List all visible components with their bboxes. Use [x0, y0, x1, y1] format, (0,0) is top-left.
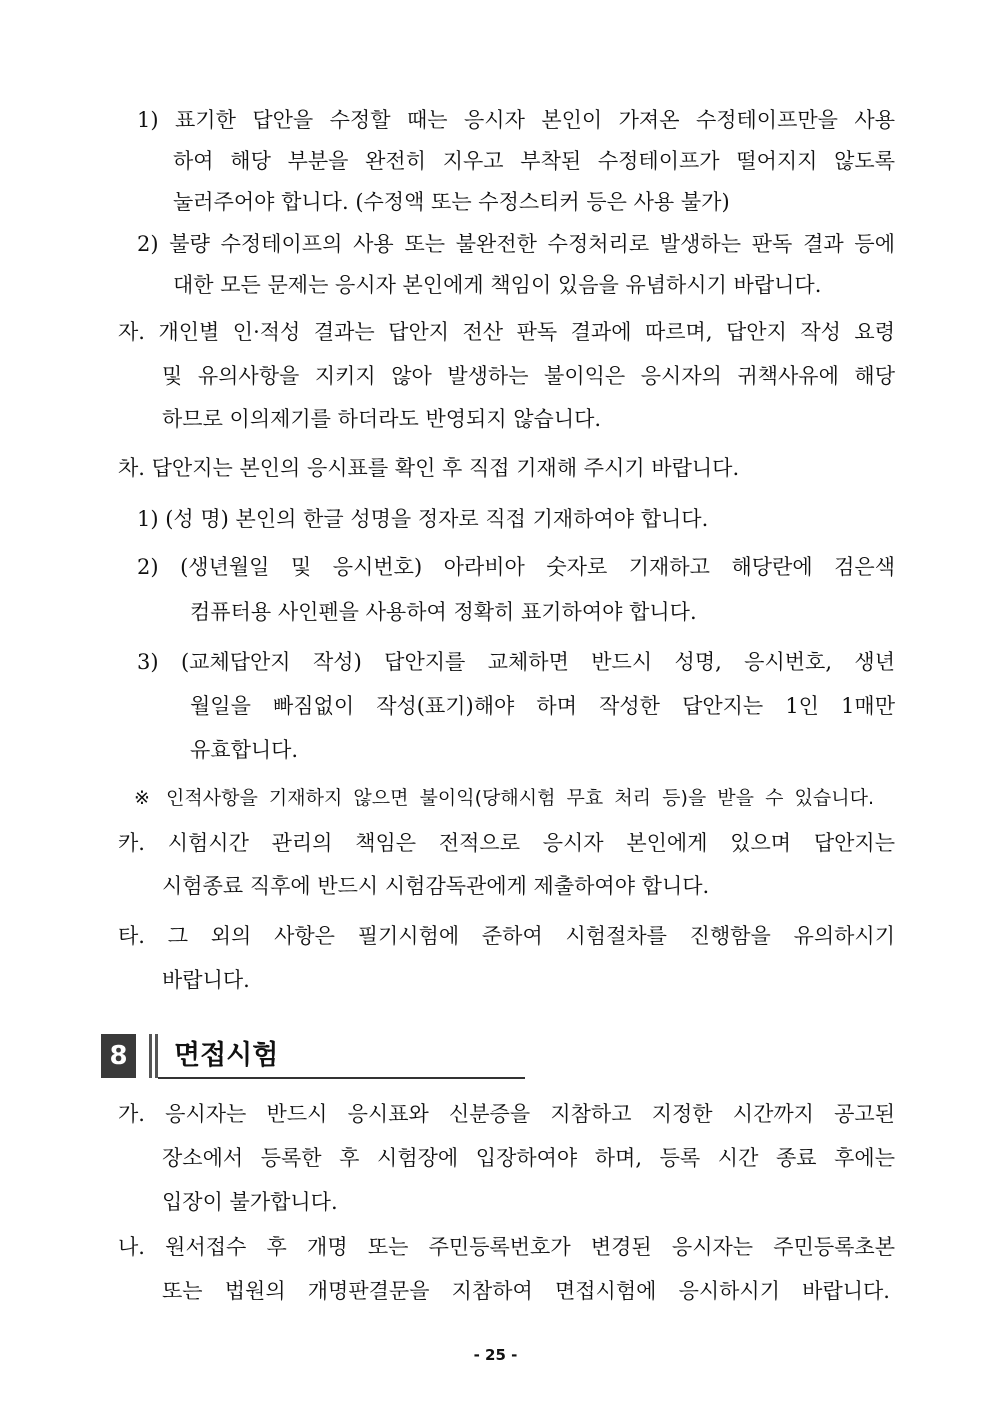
section-divider	[155, 1034, 158, 1078]
section-divider	[149, 1034, 152, 1078]
text-line: 나. 원서접수 후 개명 또는 주민등록번호가 변경된 응시자는 주민등록초본	[118, 1235, 895, 1259]
text-line: 및 유의사항을 지키지 않아 발생하는 불이익은 응시자의 귀책사유에 해당	[162, 364, 895, 388]
text-line: 가. 응시자는 반드시 응시표와 신분증을 지참하고 지정한 시간까지 공고된	[118, 1102, 895, 1126]
text-line: 또는 법원의 개명판결문을 지참하여 면접시험에 응시하시기 바랍니다.	[162, 1279, 890, 1303]
page-number: - 25 -	[473, 1346, 518, 1364]
note-line: ※ 인적사항을 기재하지 않으면 불이익(당해시험 무효 처리 등)을 받을 수 있습니다.	[134, 787, 874, 809]
text-line: 2) (생년월일 및 응시번호) 아라비아 숫자로 기재하고 해당란에 검은색	[137, 555, 895, 579]
text-line: 장소에서 등록한 후 시험장에 입장하여야 하며, 등록 시간 종료 후에는	[162, 1146, 895, 1170]
text-line: 대한 모든 문제는 응시자 본인에게 책임이 있음을 유념하시기 바랍니다.	[173, 273, 822, 297]
text-line: 월일을 빠짐없이 작성(표기)해야 하며 작성한 답안지는 1인 1매만	[190, 694, 895, 718]
text-line: 눌러주어야 합니다. (수정액 또는 수정스티커 등은 사용 불가)	[173, 190, 730, 214]
text-line: 입장이 불가합니다.	[162, 1190, 338, 1214]
section-title: 면접시험	[174, 1040, 279, 1071]
text-line: 하므로 이의제기를 하더라도 반영되지 않습니다.	[162, 407, 602, 431]
text-line: 하여 해당 부분을 완전히 지우고 부착된 수정테이프가 떨어지지 않도록	[173, 149, 895, 173]
text-line: 시험종료 직후에 반드시 시험감독관에게 제출하여야 합니다.	[162, 874, 710, 898]
text-line: 컴퓨터용 사인펜을 사용하여 정확히 표기하여야 합니다.	[190, 600, 697, 624]
section-header	[101, 1032, 531, 1082]
text-line: 3) (교체답안지 작성) 답안지를 교체하면 반드시 성명, 응시번호, 생년	[137, 650, 895, 674]
text-line: 자. 개인별 인·적성 결과는 답안지 전산 판독 결과에 따르며, 답안지 작성 요령	[118, 320, 895, 344]
text-line: 타. 그 외의 사항은 필기시험에 준하여 시험절차를 진행함을 유의하시기	[118, 924, 895, 948]
text-line: 2) 불량 수정테이프의 사용 또는 불완전한 수정처리로 발생하는 판독 결과 등에	[137, 232, 895, 256]
text-line: 1) (성 명) 본인의 한글 성명을 정자로 직접 기재하여야 합니다.	[137, 507, 709, 531]
text-line: 1) 표기한 답안을 수정할 때는 응시자 본인이 가져온 수정테이프만을 사용	[137, 108, 895, 132]
text-line: 유효합니다.	[190, 738, 299, 762]
text-line: 카. 시험시간 관리의 책임은 전적으로 응시자 본인에게 있으며 답안지는	[118, 831, 895, 855]
text-line: 차. 답안지는 본인의 응시표를 확인 후 직접 기재해 주시기 바랍니다.	[118, 456, 740, 480]
text-line: 바랍니다.	[162, 968, 250, 992]
section-number-badge: 8	[101, 1034, 136, 1078]
section-underline	[158, 1077, 525, 1079]
